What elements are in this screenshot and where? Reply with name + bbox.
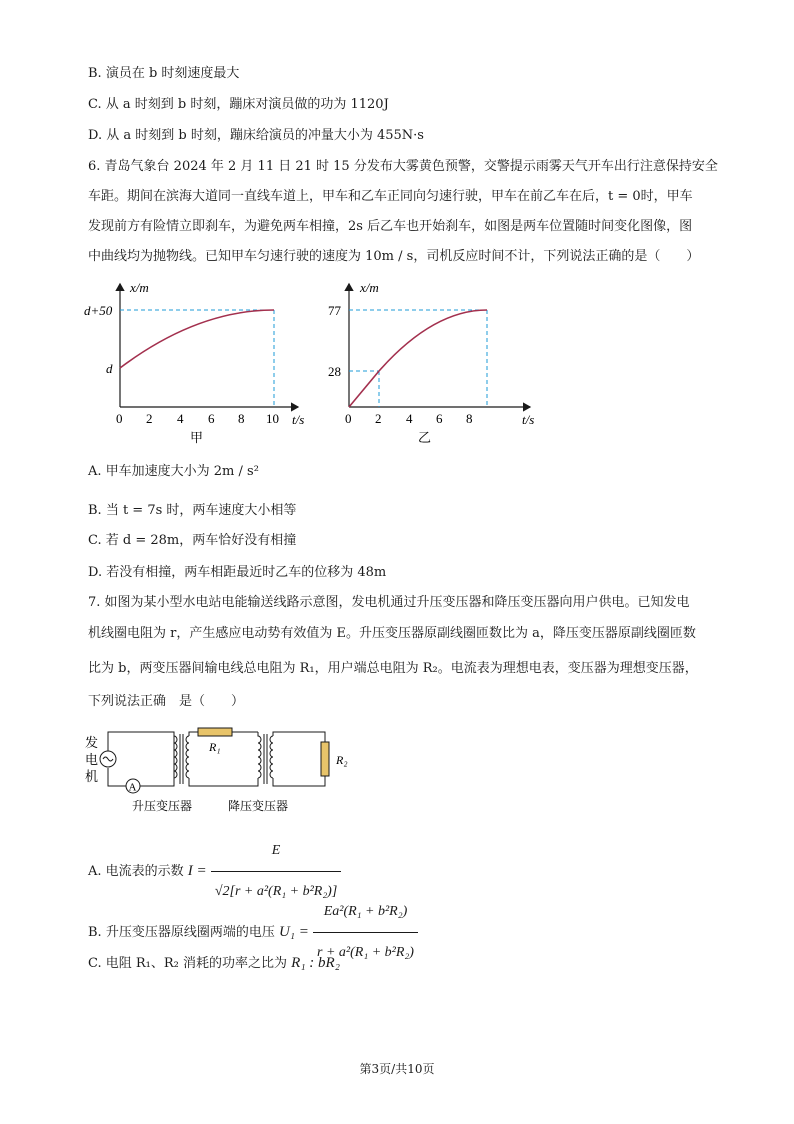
graph-jia-x-tick: 8 <box>238 411 245 426</box>
q7-option-a-numerator: E <box>211 832 341 872</box>
q7-option-b-numerator: Ea²(R₁ + b²R₂) <box>313 893 418 933</box>
page-footer: 第3页/共10页 <box>359 1062 435 1076</box>
step-up-label: 升压变压器 <box>132 799 193 813</box>
q5-option-d: D. 从 a 时刻到 b 时刻，蹦床给演员的冲量大小为 455N·s <box>88 128 424 143</box>
q7-option-c <box>88 955 340 972</box>
step-up-secondary-coil <box>186 736 189 778</box>
resistor-r1 <box>198 728 232 736</box>
graph-jia-x-tick: 4 <box>177 411 184 426</box>
graph-jia-x-label: t/s <box>292 412 305 427</box>
graph-jia-caption: 甲 <box>190 430 204 445</box>
q7-option-a-lhs: I = <box>187 863 207 879</box>
graph-yi-y-label: x/m <box>360 280 379 295</box>
q6-stem-line-1: 6. 青岛气象台 2024 年 2 月 11 日 21 时 15 分发布大雾黄色预警，交警提示雨雾天气开车出行注意保持安全 <box>88 159 718 174</box>
graph-jia-x-tick: 6 <box>208 411 215 426</box>
step-down-primary-coil <box>258 732 261 778</box>
graph-jia-x-tick: 2 <box>146 411 153 426</box>
q7-option-c-text: C. 电阻 R₁、R₂ 消耗的功率之比为 <box>88 956 288 971</box>
q7-stem-line-4: 下列说法正确 是（ ） <box>88 694 245 709</box>
ammeter-label: A <box>128 781 137 794</box>
graph-yi-x-tick: 6 <box>436 411 443 426</box>
graph-jia-curve <box>120 310 274 368</box>
q7-stem-line-3: 比为 b，两变压器间输电线总电阻为 R₁，用户端总电阻为 R₂。电流表为理想电表，变压器为理想变压器， <box>88 661 698 676</box>
graph-jia-y-tick-top: d+50 <box>84 303 113 318</box>
q7-option-b-denominator: r + a²(R₁ + b²R₂) <box>317 945 414 960</box>
r1-label: R₁ <box>209 740 221 754</box>
q6-stem-line-4: 中曲线均为抛物线。已知甲车匀速行驶的速度为 10m / s，司机反应时间不计，下列说法正确的是（ ） <box>88 249 700 264</box>
q6-option-d: D. 若没有相撞，两车相距最近时乙车的位移为 48m <box>88 565 387 580</box>
q7-option-b-lhs: U₁ = <box>278 924 309 940</box>
q6-option-b: B. 当 t = 7s 时，两车速度大小相等 <box>88 503 297 518</box>
graph-yi-curve <box>379 310 487 371</box>
q7-option-a-text: A. 电流表的示数 <box>88 864 184 879</box>
q7-option-b-text: B. 升压变压器原线圈两端的电压 <box>88 925 275 940</box>
step-down-label: 降压变压器 <box>228 799 289 813</box>
graph-yi-x-label: t/s <box>522 412 535 427</box>
graph-yi-caption: 乙 <box>418 430 432 445</box>
q7-option-a-denominator: √2[r + a²(R₁ + b²R₂)] <box>214 884 338 899</box>
q7-stem-line-2: 机线圈电阻为 r，产生感应电动势有效值为 E。升压变压器原副线圈匝数比为 a，降压变压器原副线圈匝数 <box>88 626 696 641</box>
graph-jia-y-tick-mid: d <box>106 361 113 376</box>
q5-option-c: C. 从 a 时刻到 b 时刻，蹦床对演员做的功为 1120J <box>88 97 389 112</box>
generator-label-2: 电 <box>85 752 99 767</box>
generator-label-3: 机 <box>85 769 99 784</box>
graph-jia-y-label: x/m <box>130 280 149 295</box>
q7-stem-line-1: 7. 如图为某小型水电站电能输送线路示意图，发电机通过升压变压器和降压变压器向用户供电。已知发电 <box>88 595 690 610</box>
graph-yi-y-tick-mid: 28 <box>328 364 341 379</box>
q6-option-c: C. 若 d = 28m，两车恰好没有相撞 <box>88 533 297 548</box>
step-down-secondary-coil <box>270 736 273 778</box>
q5-option-b: B. 演员在 b 时刻速度最大 <box>88 66 240 81</box>
q7-option-c-ratio: R₁ : bR₂ <box>291 955 340 971</box>
generator-label-1: 发 <box>85 735 99 750</box>
graph-jia-x-tick: 0 <box>116 411 123 426</box>
graph-yi-x-tick: 4 <box>406 411 413 426</box>
graph-jia <box>80 276 310 451</box>
q6-stem-line-3: 发现前方有险情立即刹车，为避免两车相撞，2s 后乙车也开始刹车，如图是两车位置随时间变化图像，图 <box>88 219 693 234</box>
circuit-diagram <box>82 720 362 820</box>
graph-jia-x-tick: 10 <box>266 411 279 426</box>
q6-option-a: A. 甲车加速度大小为 2m / s² <box>88 464 259 479</box>
graph-yi-y-tick-top: 77 <box>328 303 341 318</box>
graph-yi-line <box>349 371 379 407</box>
graph-yi-x-tick: 0 <box>345 411 352 426</box>
resistor-r2 <box>321 742 329 776</box>
graph-yi <box>318 276 548 451</box>
graph-yi-x-tick: 2 <box>375 411 382 426</box>
graph-yi-x-tick: 8 <box>466 411 473 426</box>
r2-label: R₂ <box>336 753 348 767</box>
q6-stem-line-2: 车距。期间在滨海大道同一直线车道上，甲车和乙车正同向匀速行驶，甲车在前乙车在后，t = 0时，甲车 <box>88 189 693 204</box>
